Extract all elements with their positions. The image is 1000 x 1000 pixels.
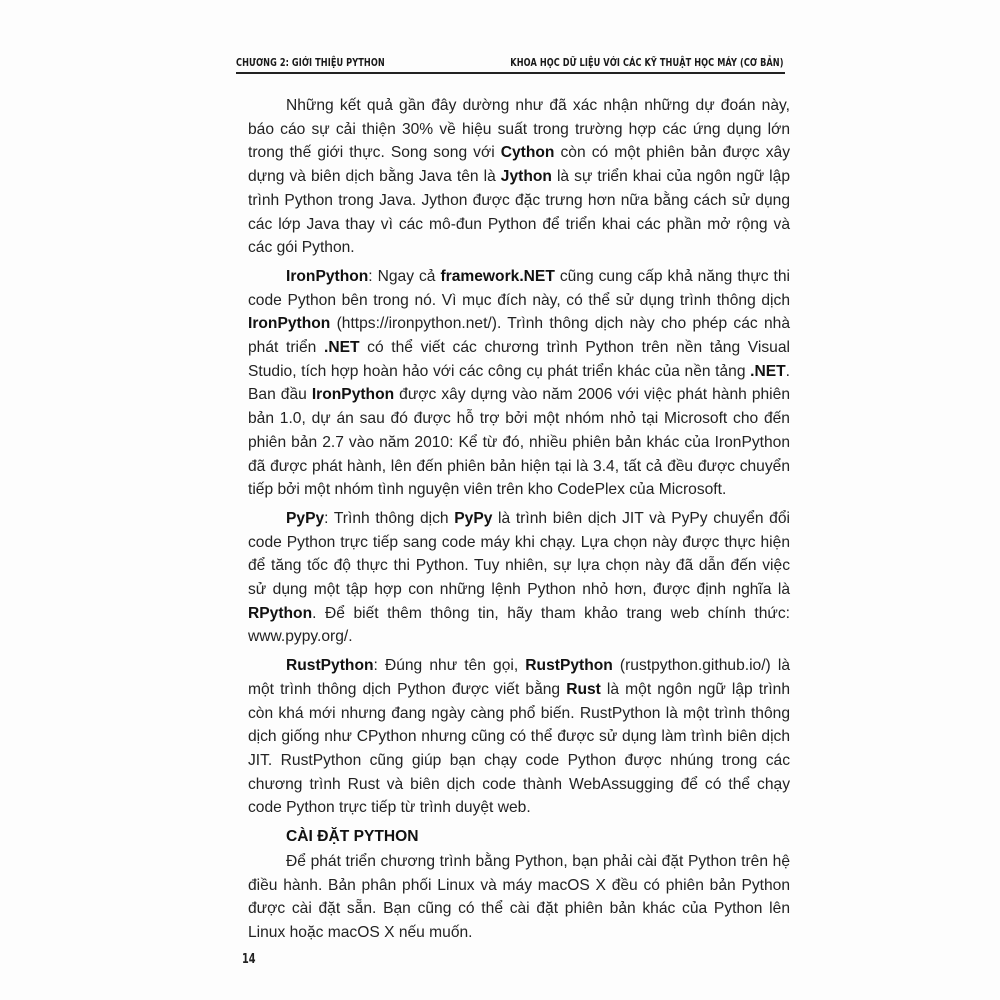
text-run: được xây dựng vào năm 2006 với việc phát hành phiên bản 1.0, dự án sau đó được hỗ trợ bởi một nhóm nhỏ tại Microsoft cho đến phiên bản 2.7 vào năm 2010: Kể từ đó, nhiều phiên bản khác của IronPython đã được phát hành, lên đến phiên bản hiện tại là 3.4, tất cả đều được chuyển tiếp bởi một nhóm tình nguyện viên trên kho CodePlex của Microsoft.	[248, 386, 790, 499]
bold-term: PyPy	[286, 509, 325, 527]
text-run: còn có một phiên bản được xây dựng và biên dịch bằng Java tên là	[248, 144, 790, 186]
section-heading: CÀI ĐẶT PYTHON	[286, 828, 419, 846]
text-run: cũng cung cấp khả năng thực thi code Python bên trong nó. Vì mục đích này, có thể sử dụng trình thông dịch	[248, 267, 791, 309]
text-run: là sự triển khai của ngôn ngữ lập trình Python trong Java. Jython được đặc trưng hơn nữa bằng cách sử dụng các lớp Java thay vì các mô-đun Python để triển khai các phần mở rộng và các gói Python.	[248, 168, 790, 257]
text-run: là trình biên dịch JIT và PyPy chuyển đổi code Python trực tiếp sang code máy khi chạy. Lựa chọn này được thực hiện để tăng tốc độ thực thi Python. Tuy nhiên, sự lựa chọn này đã dẫn đến việc sử dụng một tập hợp con những lệnh Python nhỏ hơn, được định nghĩa là	[248, 509, 790, 599]
bold-term: .NET	[750, 362, 786, 380]
bold-term: IronPython	[248, 315, 331, 333]
bold-term: Cython	[500, 144, 555, 162]
bold-term: Jython	[500, 168, 552, 186]
text-run: (https://ironpython.net/). Trình thông dịch này cho phép các nhà phát triển	[248, 315, 790, 357]
bold-term: IronPython	[311, 386, 395, 404]
bold-term: RustPython	[286, 657, 374, 675]
bold-term: IronPython	[286, 267, 369, 285]
paragraph-rustpython	[248, 654, 790, 820]
page-body	[248, 94, 790, 950]
bold-term: framework.NET	[440, 267, 555, 285]
text-run: có thể viết các chương trình Python trên nền tảng Visual Studio, tích hợp hoàn hảo với các công cụ phát triển khác của nền tảng	[248, 339, 790, 380]
running-header	[236, 47, 784, 69]
book-title-header: KHOA HỌC DỮ LIỆU VỚI CÁC KỸ THUẬT HỌC MÁY (CƠ BẢN)	[510, 57, 784, 69]
text-run: : Trình thông dịch	[324, 509, 455, 527]
text-run: là một ngôn ngữ lập trình còn khá mới nhưng đang ngày càng phổ biến. RustPython là một trình thông dịch giống như CPython nhưng cũng có thể được sử dụng làm trình biên dịch JIT. RustPython cũng giúp bạn chạy code Python được nhúng trong các chương trình Rust và biên dịch code thành WebAssugging để có thể chạy code Python trực tiếp từ trình duyệt web.	[248, 680, 790, 817]
text-run: . Ban đầu	[248, 362, 790, 404]
paragraph-pypy	[248, 507, 790, 649]
bold-term: .NET	[323, 339, 360, 357]
bold-term: Rust	[566, 680, 601, 698]
text-run: . Để biết thêm thông tin, hãy tham khảo trang web chính thức: www.pypy.org/.	[248, 604, 790, 646]
paragraph-install-python: Để phát triển chương trình bằng Python, bạn phải cài đặt Python trên hệ điều hành. Bản phân phối Linux và máy macOS X đều có phiên bản Python được cài đặt sẵn. Bạn cũng có thể cài đặt phiên bản khác của Python lên Linux hoặc macOS X nếu muốn.	[248, 852, 790, 941]
paragraph-ironpython	[248, 265, 790, 502]
bold-term: RPython	[248, 604, 313, 622]
text-run: : Đúng như tên gọi,	[373, 657, 526, 675]
bold-term: RustPython	[525, 657, 613, 675]
paragraph-cython-jython	[248, 94, 790, 260]
bold-term: PyPy	[454, 509, 493, 527]
text-run: (rustpython.github.io/) là một trình thông dịch Python được viết bằng	[248, 657, 790, 698]
text-run: : Ngay cả	[368, 267, 441, 285]
text-run: Những kết quả gần đây dường như đã xác nhận những dự đoán này, báo cáo sự cải thiện 30% về hiệu suất trong trường hợp các ứng dụng lớn trong thế giới thực. Song song với	[248, 97, 790, 162]
chapter-header: CHƯƠNG 2: GIỚI THIỆU PYTHON	[236, 57, 385, 69]
page-number: 14	[242, 952, 256, 967]
header-rule	[236, 72, 785, 74]
